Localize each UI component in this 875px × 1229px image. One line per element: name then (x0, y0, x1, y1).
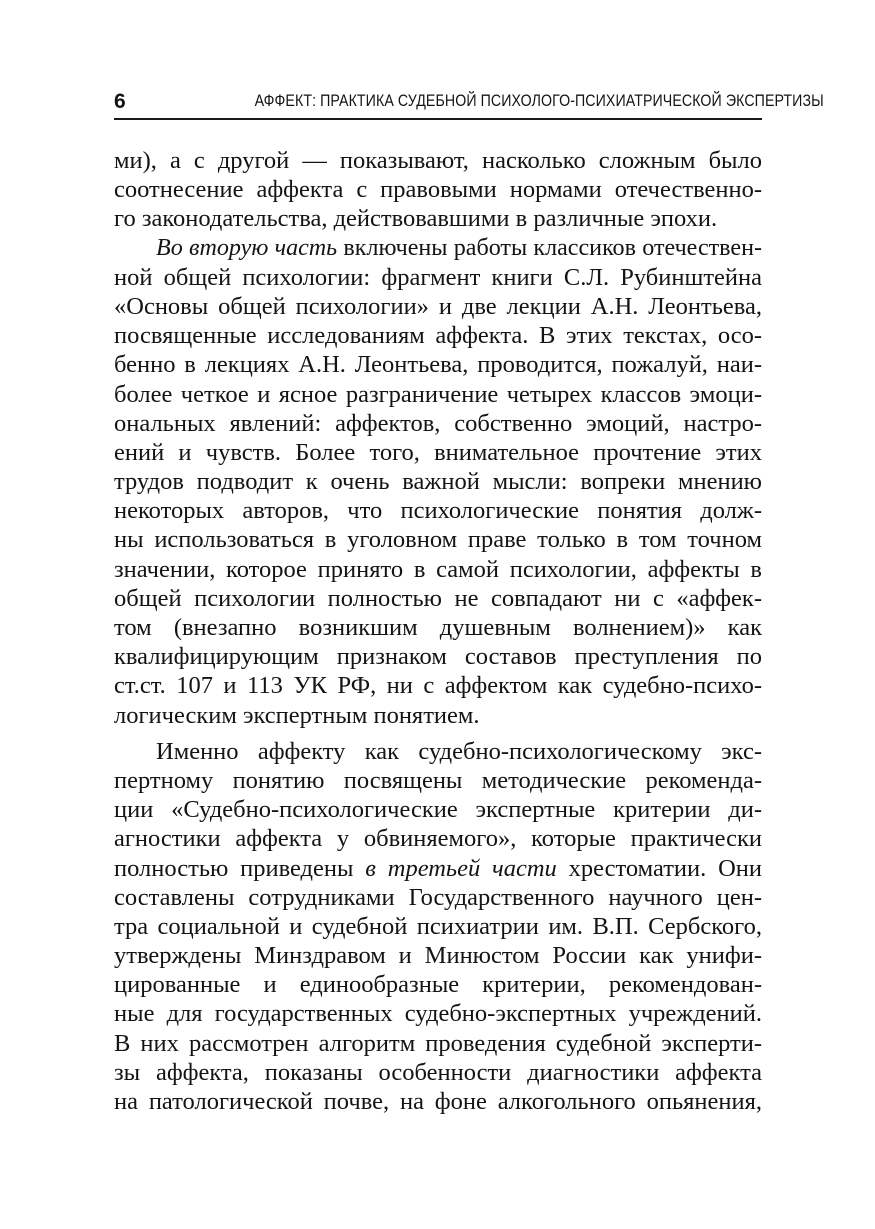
text-line: более четкое и ясное разграничение четырех классов эмоци- (114, 380, 762, 408)
text-line: общей психологии полностью не совпадают ни с «аффек- (114, 584, 762, 612)
text-line: посвященные исследованиям аффекта. В этих текстах, осо- (114, 322, 762, 350)
text-run: хрестоматии. Они (556, 854, 763, 882)
text-line: ные для государственных судебно-экспертных учреждений. (114, 1000, 762, 1028)
paragraph-3 (114, 737, 762, 1116)
text-line: тра социальной и судебной психиатрии им. В.П. Сербского, (114, 912, 762, 940)
text-line: значении, которое принято в самой психологии, аффекты в (114, 555, 762, 583)
text-line (114, 234, 762, 263)
text-line: логическим экспертным понятием. (114, 701, 480, 729)
text-line: го законодательства, действовавшими в различные эпохи. (114, 205, 718, 233)
running-title: АФФЕКТ: ПРАКТИКА СУДЕБНОЙ ПСИХОЛОГО-ПСИХИАТРИЧЕСКОЙ ЭКСПЕРТИЗЫ (254, 92, 824, 110)
text-line: квалифицирующим признаком составов преступления по (114, 643, 762, 671)
text-line: на патологической почве, на фоне алкогольного опьянения, (114, 1088, 762, 1115)
text-line: составлены сотрудниками Государственного научного цен- (114, 883, 762, 911)
text-line: некоторых авторов, что психологические понятия долж- (114, 497, 762, 525)
text-line: бенно в лекциях А.Н. Леонтьева, проводится, пожалуй, наи- (114, 351, 762, 379)
text-line: цированные и единообразные критерии, рекомендован- (114, 971, 762, 999)
text-line: В них рассмотрен алгоритм проведения судебной эксперти- (114, 1029, 762, 1057)
italic-phrase: Во вторую часть (156, 234, 338, 261)
paragraph-2 (114, 234, 762, 730)
text-line: том (внезапно возникшим душевным волнением)» как (114, 614, 762, 641)
italic-phrase: в третьей части (365, 854, 557, 882)
paragraph-1 (114, 146, 762, 234)
body-text (114, 146, 762, 1116)
text-line: «Основы общей психологии» и две лекции А.Н. Леонтьева, (114, 292, 762, 320)
page-number: 6 (114, 90, 126, 113)
text-line: утверждены Минздравом и Минюстом России как унифи- (114, 942, 762, 970)
text-line: ст.ст. 107 и 113 УК РФ, ни с аффектом как судебно-психо- (114, 672, 762, 700)
text-line: агностики аффекта у обвиняемого», которые практически (114, 825, 762, 853)
text-line: зы аффекта, показаны особенности диагностики аффекта (114, 1058, 762, 1086)
text-line: ений и чувств. Более того, внимательное прочтение этих (114, 438, 762, 466)
text-line: ми), а с другой — показывают, насколько сложным было (114, 147, 762, 174)
running-header (114, 84, 824, 120)
text-line: трудов подводит к очень важной мысли: вопреки мнению (114, 468, 762, 496)
text-run: полностью приведены (114, 854, 366, 882)
text-line (114, 854, 762, 883)
text-line: ции «Судебно-психологические экспертные критерии ди- (114, 796, 762, 824)
text-line: ной общей психологии: фрагмент книги С.Л. Рубинштейна (114, 263, 762, 291)
text-line: Именно аффекту как судебно-психологическому экс- (156, 737, 762, 765)
paragraph-gap (114, 730, 762, 737)
text-line: ональных явлений: аффектов, собственно эмоций, настро- (114, 409, 762, 437)
text-run: включены работы классиков отечествен- (337, 234, 762, 261)
text-line: соотнесение аффекта с правовыми нормами отечественно- (114, 176, 762, 204)
text-line: пертному понятию посвящены методические рекоменда- (114, 766, 762, 794)
text-line: ны использоваться в уголовном праве только в том точном (114, 526, 762, 554)
